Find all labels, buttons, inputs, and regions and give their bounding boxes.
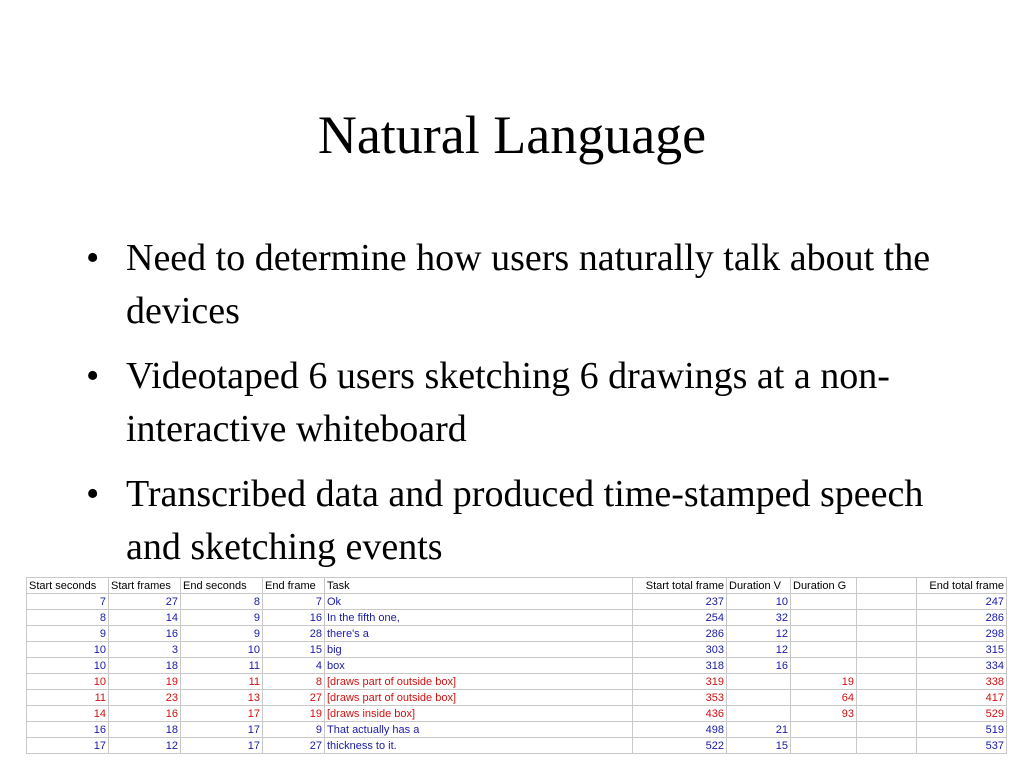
column-header: End frame: [263, 578, 325, 594]
table-cell: 17: [27, 738, 109, 754]
bullet-icon: •: [86, 237, 100, 279]
table-cell: 32: [727, 610, 791, 626]
table-cell: box: [325, 658, 633, 674]
table-cell: 27: [263, 690, 325, 706]
table-cell: 498: [633, 722, 727, 738]
table-cell: 353: [633, 690, 727, 706]
table-cell: 13: [181, 690, 263, 706]
table-cell: there's a: [325, 626, 633, 642]
table-row: [27, 722, 1007, 738]
table-cell: 16: [263, 610, 325, 626]
table-cell: [857, 642, 917, 658]
table-cell: 522: [633, 738, 727, 754]
table-row: [27, 658, 1007, 674]
table-row: [27, 690, 1007, 706]
table-cell: 334: [917, 658, 1007, 674]
table-cell: [857, 722, 917, 738]
table-cell: 11: [181, 658, 263, 674]
table-cell: 10: [27, 642, 109, 658]
table-cell: [draws part of outside box]: [325, 690, 633, 706]
table-row: [27, 610, 1007, 626]
table-cell: 8: [263, 674, 325, 690]
table-cell: 10: [27, 658, 109, 674]
column-header: Start seconds: [27, 578, 109, 594]
table-cell: 9: [27, 626, 109, 642]
table-cell: [857, 706, 917, 722]
table-cell: 27: [109, 594, 181, 610]
table-cell: 11: [181, 674, 263, 690]
table-cell: [857, 658, 917, 674]
table-cell: Ok: [325, 594, 633, 610]
table-cell: That actually has a: [325, 722, 633, 738]
table-cell: 286: [633, 626, 727, 642]
bullet-item: [86, 232, 946, 338]
table-cell: 254: [633, 610, 727, 626]
table-cell: 10: [727, 594, 791, 610]
table-cell: 286: [917, 610, 1007, 626]
column-header: End seconds: [181, 578, 263, 594]
table-cell: 315: [917, 642, 1007, 658]
table-cell: 14: [109, 610, 181, 626]
table-row: [27, 706, 1007, 722]
bullet-icon: •: [86, 473, 100, 515]
table-cell: [727, 706, 791, 722]
bullet-text: Need to determine how users naturally talk about the devices: [126, 237, 931, 332]
table-cell: [727, 674, 791, 690]
table-cell: 16: [27, 722, 109, 738]
table-cell: 93: [791, 706, 857, 722]
table-cell: [draws inside box]: [325, 706, 633, 722]
table-cell: 4: [263, 658, 325, 674]
column-header: End total frame: [917, 578, 1007, 594]
table-cell: [791, 738, 857, 754]
table-cell: 27: [263, 738, 325, 754]
table-cell: 247: [917, 594, 1007, 610]
table-cell: 19: [109, 674, 181, 690]
table-cell: [857, 690, 917, 706]
column-header: Task: [325, 578, 633, 594]
table-cell: 303: [633, 642, 727, 658]
table-cell: 12: [727, 626, 791, 642]
bullet-icon: •: [86, 355, 100, 397]
table-cell: 537: [917, 738, 1007, 754]
table-cell: 417: [917, 690, 1007, 706]
table-cell: [791, 594, 857, 610]
table-cell: 21: [727, 722, 791, 738]
column-header: Duration V: [727, 578, 791, 594]
table-cell: 19: [263, 706, 325, 722]
table-cell: 529: [917, 706, 1007, 722]
table-cell: 17: [181, 738, 263, 754]
table-cell: 237: [633, 594, 727, 610]
table-cell: 7: [263, 594, 325, 610]
table-cell: In the fifth one,: [325, 610, 633, 626]
table-cell: 319: [633, 674, 727, 690]
table-cell: 338: [917, 674, 1007, 690]
table-cell: 12: [727, 642, 791, 658]
table-cell: [791, 722, 857, 738]
table-body: [27, 594, 1007, 754]
bullet-list: [86, 232, 946, 586]
table-cell: 10: [181, 642, 263, 658]
table-cell: 12: [109, 738, 181, 754]
table-cell: [857, 626, 917, 642]
column-header: Duration G: [791, 578, 857, 594]
column-header: Start frames: [109, 578, 181, 594]
bullet-text: Videotaped 6 users sketching 6 drawings at a non-interactive whiteboard: [126, 355, 890, 450]
table-cell: [791, 610, 857, 626]
table-cell: 19: [791, 674, 857, 690]
table-cell: [draws part of outside box]: [325, 674, 633, 690]
bullet-item: [86, 468, 946, 574]
transcript-table-container: [26, 577, 1006, 754]
table-header-row: [27, 578, 1007, 594]
table-cell: 15: [727, 738, 791, 754]
table-row: [27, 594, 1007, 610]
table-cell: 28: [263, 626, 325, 642]
table-cell: 9: [181, 626, 263, 642]
bullet-item: [86, 350, 946, 456]
table-cell: 7: [27, 594, 109, 610]
column-header: Start total frame: [633, 578, 727, 594]
table-cell: big: [325, 642, 633, 658]
table-cell: 16: [109, 706, 181, 722]
table-cell: 16: [727, 658, 791, 674]
table-cell: 11: [27, 690, 109, 706]
transcript-table: [26, 577, 1007, 754]
table-cell: 436: [633, 706, 727, 722]
table-cell: [857, 738, 917, 754]
table-cell: 17: [181, 722, 263, 738]
table-cell: [857, 610, 917, 626]
table-cell: [727, 690, 791, 706]
table-row: [27, 642, 1007, 658]
table-cell: [857, 594, 917, 610]
table-cell: 15: [263, 642, 325, 658]
table-cell: 9: [181, 610, 263, 626]
table-cell: 10: [27, 674, 109, 690]
table-cell: [791, 626, 857, 642]
table-row: [27, 626, 1007, 642]
table-cell: 18: [109, 658, 181, 674]
table-cell: 8: [27, 610, 109, 626]
table-cell: 9: [263, 722, 325, 738]
table-cell: 318: [633, 658, 727, 674]
table-cell: 16: [109, 626, 181, 642]
table-cell: [857, 674, 917, 690]
table-cell: [791, 658, 857, 674]
table-cell: thickness to it.: [325, 738, 633, 754]
table-cell: 519: [917, 722, 1007, 738]
table-cell: 8: [181, 594, 263, 610]
table-cell: 3: [109, 642, 181, 658]
slide-title: Natural Language: [317, 105, 707, 165]
table-cell: 298: [917, 626, 1007, 642]
table-cell: 64: [791, 690, 857, 706]
bullet-text: Transcribed data and produced time-stamped speech and sketching events: [126, 473, 924, 568]
table-row: [27, 738, 1007, 754]
table-cell: 18: [109, 722, 181, 738]
table-cell: [791, 642, 857, 658]
table-row: [27, 674, 1007, 690]
column-header: [857, 578, 917, 594]
table-cell: 17: [181, 706, 263, 722]
table-cell: 14: [27, 706, 109, 722]
table-cell: 23: [109, 690, 181, 706]
